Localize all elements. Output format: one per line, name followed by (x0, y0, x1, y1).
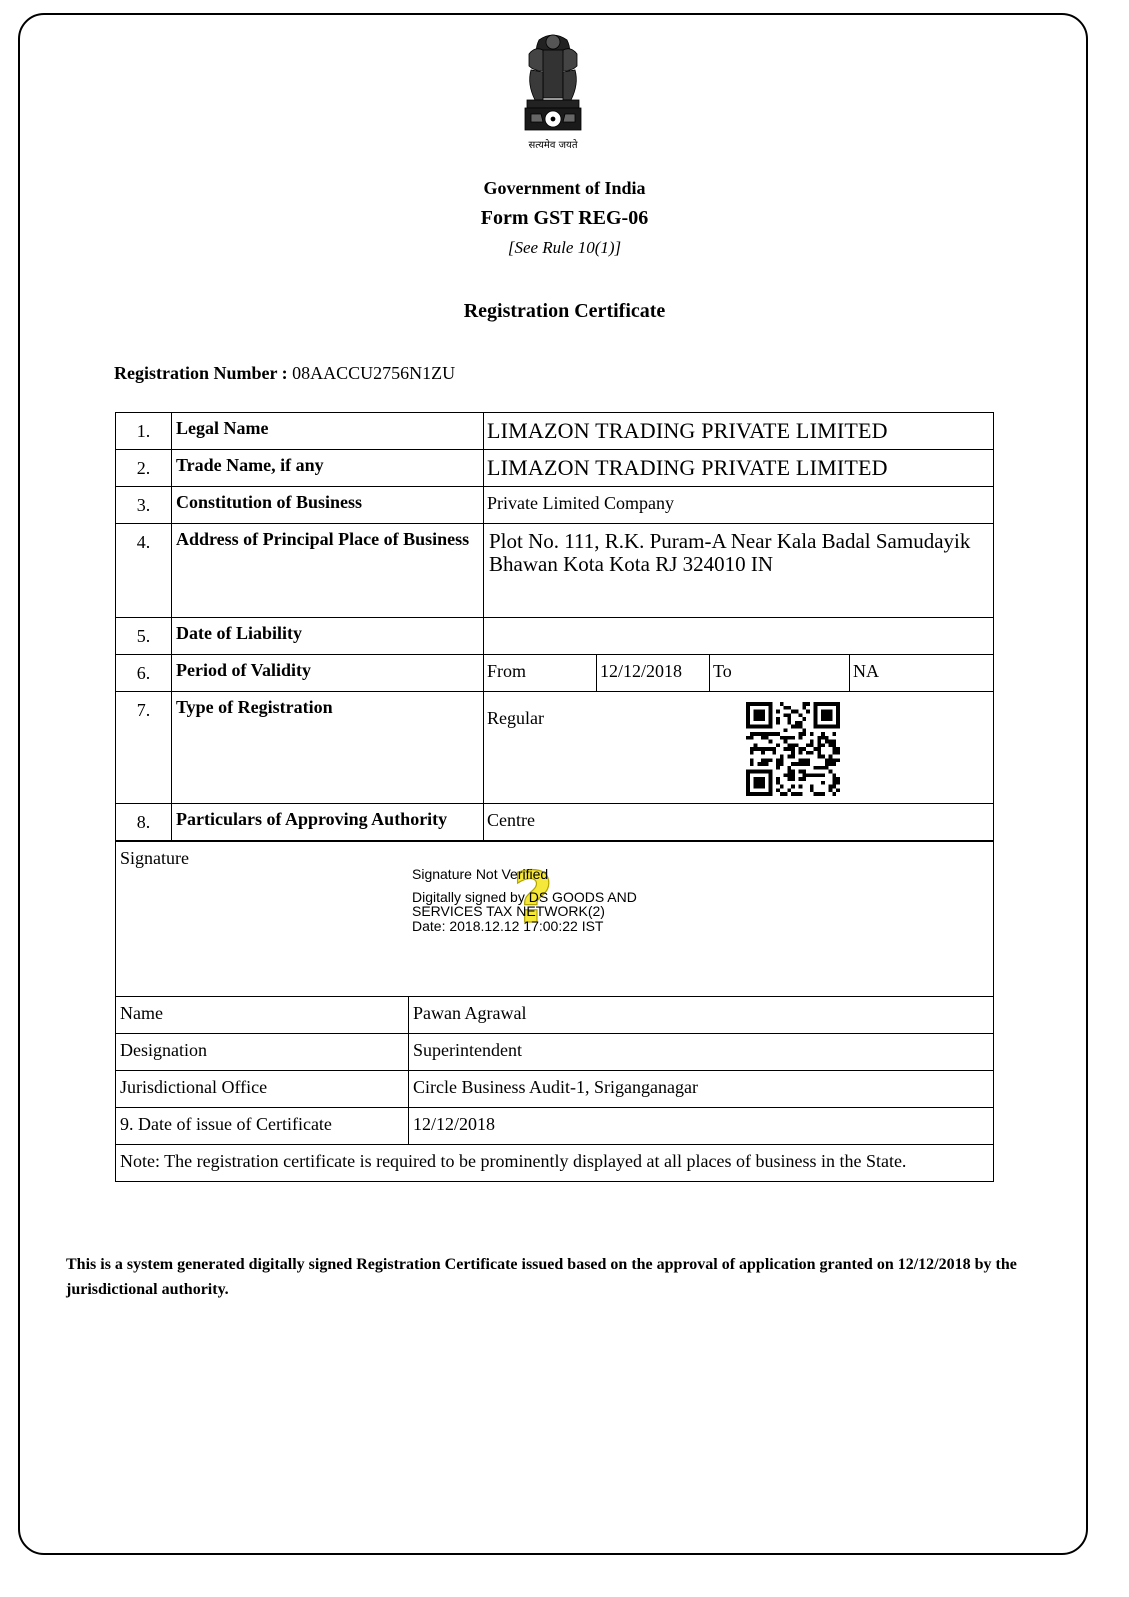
name-value: Pawan Agrawal (409, 997, 994, 1034)
government-heading: Government of India (483, 178, 646, 198)
table-row (116, 618, 994, 655)
table-row (116, 1034, 994, 1071)
address-value: Plot No. 111, R.K. Puram-A Near Kala Badal Samudayik Bhawan Kota Kota RJ 324010 IN (484, 524, 994, 618)
emblem-motto: सत्यमेव जयते (528, 140, 578, 151)
table-row (116, 842, 994, 997)
jurisdictional-office-label: Jurisdictional Office (116, 1071, 409, 1108)
table-row (116, 804, 994, 841)
issue-date-label: 9. Date of issue of Certificate (116, 1108, 409, 1145)
to-label: To (710, 655, 850, 692)
trade-name-value: LIMAZON TRADING PRIVATE LIMITED (484, 450, 994, 487)
display-note: Note: The registration certificate is required to be prominently displayed at all places of business in the State. (116, 1145, 994, 1182)
row-number: 4. (116, 524, 172, 618)
from-label: From (484, 655, 597, 692)
table-row (116, 1071, 994, 1108)
row-number: 8. (116, 804, 172, 841)
signature-cell (116, 842, 994, 997)
row-number: 6. (116, 655, 172, 692)
row-number: 1. (116, 413, 172, 450)
constitution-value: Private Limited Company (484, 487, 994, 524)
date-of-liability-value (484, 618, 994, 655)
period-of-validity-label: Period of Validity (172, 655, 484, 692)
registration-type-value: Regular (484, 692, 994, 804)
signed-by-line1: Digitally signed by DS GOODS AND (412, 888, 637, 905)
form-number: Form GST REG-06 (480, 207, 649, 229)
digital-signature-block (412, 867, 637, 933)
row-number: 7. (116, 692, 172, 804)
legal-name-label: Legal Name (172, 413, 484, 450)
row-number: 3. (116, 487, 172, 524)
table-row (116, 524, 994, 618)
registration-type-label: Type of Registration (172, 692, 484, 804)
designation-value: Superintendent (409, 1034, 994, 1071)
certificate-title: Registration Certificate (463, 300, 666, 322)
legal-name-value: LIMAZON TRADING PRIVATE LIMITED (484, 413, 994, 450)
rule-reference: [See Rule 10(1)] (507, 238, 622, 257)
table-row (116, 1145, 994, 1182)
system-generated-footer: This is a system generated digitally signed Registration Certificate issued based on the approval of application granted on 12/12/2018 by the jurisdictional authority. (66, 1256, 1017, 1298)
table-row (116, 692, 994, 804)
table-row (116, 450, 994, 487)
row-number: 2. (116, 450, 172, 487)
row-number: 5. (116, 618, 172, 655)
registration-number-label: Registration Number : (114, 363, 288, 383)
national-emblem-icon (513, 30, 593, 155)
trade-name-label: Trade Name, if any (172, 450, 484, 487)
table-row (116, 997, 994, 1034)
designation-label: Designation (116, 1034, 409, 1071)
to-date: NA (850, 655, 994, 692)
signature-status: Signature Not Verified (412, 866, 549, 882)
signature-table (115, 841, 994, 1182)
registration-number-value: 08AACCU2756N1ZU (292, 363, 456, 383)
approving-authority-value: Centre (484, 804, 994, 841)
registration-details-table (115, 412, 994, 841)
constitution-label: Constitution of Business (172, 487, 484, 524)
from-date: 12/12/2018 (597, 655, 710, 692)
name-label: Name (116, 997, 409, 1034)
issue-date-value: 12/12/2018 (409, 1108, 994, 1145)
svg-text:?: ? (512, 862, 554, 930)
table-row (116, 1108, 994, 1145)
signature-date: Date: 2018.12.12 17:00:22 IST (412, 917, 604, 934)
signed-by-line2: SERVICES TAX NETWORK(2) (412, 903, 605, 919)
table-row (116, 413, 994, 450)
date-of-liability-label: Date of Liability (172, 618, 484, 655)
table-row (116, 487, 994, 524)
signature-label: Signature (120, 848, 189, 868)
table-row (116, 655, 994, 692)
qr-code-icon (746, 702, 840, 796)
jurisdictional-office-value: Circle Business Audit-1, Sriganganagar (409, 1071, 994, 1108)
address-label: Address of Principal Place of Business (172, 524, 484, 618)
registration-number-line (114, 363, 455, 384)
approving-authority-label: Particulars of Approving Authority (172, 804, 484, 841)
